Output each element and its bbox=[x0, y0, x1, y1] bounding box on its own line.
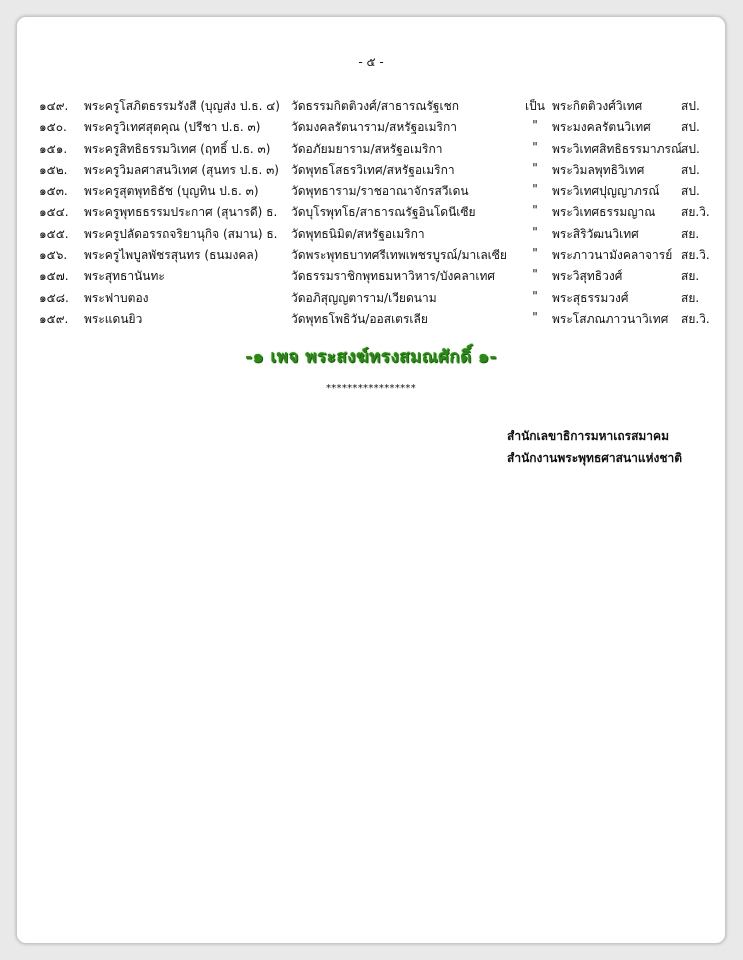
rank-abbrev: สย. bbox=[681, 269, 700, 284]
list-item bbox=[17, 182, 725, 203]
temple-country: วัดบุโรพุทโธ/สาธารณรัฐอินโดนีเซีย bbox=[291, 205, 476, 220]
new-title: พระสิริวัฒนวิเทศ bbox=[552, 226, 639, 241]
ditto-mark: " bbox=[532, 203, 538, 218]
item-number: ๑๕๑. bbox=[39, 141, 68, 156]
new-title: พระวิเทศสิทธิธรรมาภรณ์ bbox=[552, 141, 683, 156]
item-number: ๑๕๘. bbox=[39, 290, 69, 305]
document-page bbox=[16, 16, 726, 944]
item-number: ๑๕๒. bbox=[39, 162, 68, 177]
new-title: พระมงคลรัตนวิเทศ bbox=[552, 120, 651, 135]
rank-abbrev: สป. bbox=[681, 184, 700, 199]
rank-abbrev: สย.วิ. bbox=[681, 248, 710, 263]
monk-name: พระครูวิเทศสุตคุณ (ปรีชา ป.ธ. ๓) bbox=[84, 120, 261, 135]
new-title: พระวิสุทธิวงศ์ bbox=[552, 269, 623, 284]
new-title: พระกิตติวงศ์วิเทศ bbox=[552, 99, 643, 113]
ditto-mark: " bbox=[532, 309, 538, 324]
ditto-mark: " bbox=[532, 246, 538, 261]
list-item bbox=[17, 161, 725, 182]
temple-country: วัดพุทธนิมิต/สหรัฐอเมริกา bbox=[291, 226, 425, 241]
item-number: ๑๕๐. bbox=[39, 120, 67, 135]
item-number: ๑๔๙. bbox=[39, 99, 69, 113]
item-number: ๑๕๙. bbox=[39, 311, 69, 326]
ditto-mark: " bbox=[532, 288, 538, 303]
list-item bbox=[17, 203, 725, 224]
rank-abbrev: สป. bbox=[681, 120, 700, 135]
temple-country: วัดธรรมกิตติวงศ์/สาธารณรัฐเชก bbox=[291, 99, 460, 113]
monk-name: พระครูโสภิตธรรมรังสี (บุญส่ง ป.ธ. ๔) bbox=[84, 99, 280, 113]
ditto-mark: " bbox=[532, 139, 538, 154]
monk-name: พระครูปลัดอรรถจริยานุกิจ (สมาน) ธ. bbox=[84, 226, 278, 241]
new-title: พระโสภณภาวนาวิเทศ bbox=[552, 311, 669, 326]
temple-country: วัดอภัยมยาราม/สหรัฐอเมริกา bbox=[291, 141, 443, 156]
monk-name: พระครูวิมลศาสนวิเทศ (สุนทร ป.ธ. ๓) bbox=[84, 162, 279, 177]
list-item bbox=[17, 140, 725, 161]
new-title: พระวิเทศธรรมญาณ bbox=[552, 205, 656, 220]
appointment-list bbox=[17, 97, 725, 331]
ditto-mark: " bbox=[532, 160, 538, 175]
list-item bbox=[17, 225, 725, 246]
new-title: พระวิเทศปุญญาภรณ์ bbox=[552, 184, 660, 199]
signature-office-1: สำนักเลขาธิการมหาเถรสมาคม bbox=[507, 429, 669, 443]
temple-country: วัดมงคลรัตนาราม/สหรัฐอเมริกา bbox=[291, 120, 457, 135]
temple-country: วัดพุทธาราม/ราชอาณาจักรสวีเดน bbox=[291, 184, 469, 199]
be-word: เป็น bbox=[525, 99, 545, 113]
monk-name: พระฟาบตอง bbox=[84, 290, 149, 305]
rank-abbrev: สป. bbox=[681, 162, 700, 177]
list-item bbox=[17, 310, 725, 331]
rank-abbrev: สย. bbox=[681, 290, 700, 305]
monk-name: พระครูไพบูลพัชรสุนทร (ธนมงคล) bbox=[84, 248, 259, 263]
monk-name: พระครูสุตพุทธิธัช (บุญทิน ป.ธ. ๓) bbox=[84, 184, 259, 199]
rank-abbrev: สป. bbox=[681, 99, 700, 113]
ditto-mark: " bbox=[532, 267, 538, 282]
temple-country: วัดพระพุทธบาทศรีเทพเพชรบูรณ์/มาเลเซีย bbox=[291, 248, 507, 263]
temple-country: วัดพุทธโพธิวัน/ออสเตรเลีย bbox=[291, 311, 428, 326]
list-item bbox=[17, 246, 725, 267]
ditto-mark: " bbox=[532, 118, 538, 133]
ditto-mark: " bbox=[532, 224, 538, 239]
monk-name: พระสุทธานันทะ bbox=[84, 269, 165, 284]
item-number: ๑๕๔. bbox=[39, 205, 69, 220]
separator-line: ***************** bbox=[325, 383, 417, 394]
list-item bbox=[17, 118, 725, 139]
list-item bbox=[17, 289, 725, 310]
temple-country: วัดพุทธโสธรวิเทศ/สหรัฐอเมริกา bbox=[291, 162, 455, 177]
monk-name: พระครูสิทธิธรรมวิเทศ (ฤทธิ์ ป.ธ. ๓) bbox=[84, 141, 271, 156]
signature-office-2: สำนักงานพระพุทธศาสนาแห่งชาติ bbox=[507, 451, 683, 465]
monk-name: พระแดนยิว bbox=[84, 311, 143, 326]
item-number: ๑๕๖. bbox=[39, 248, 68, 263]
temple-country: วัดอภิสุญญตาราม/เวียดนาม bbox=[291, 290, 437, 305]
page-watermark-heading: -๑ เพจ พระสงฆ์ทรงสมณศักดิ์ ๑- bbox=[245, 347, 497, 367]
rank-abbrev: สป. bbox=[681, 141, 700, 156]
monk-name: พระครูพุทธธรรมประกาศ (สุนารดี) ธ. bbox=[84, 205, 278, 220]
page-number: - ๕ - bbox=[358, 55, 384, 69]
new-title: พระสุธรรมวงศ์ bbox=[552, 290, 629, 305]
new-title: พระภาวนามังคลาจารย์ bbox=[552, 248, 673, 263]
list-item bbox=[17, 97, 725, 118]
ditto-mark: " bbox=[532, 182, 538, 197]
rank-abbrev: สย. bbox=[681, 226, 700, 241]
rank-abbrev: สย.วิ. bbox=[681, 311, 710, 326]
rank-abbrev: สย.วิ. bbox=[681, 205, 710, 220]
temple-country: วัดธรรมราชิกพุทธมหาวิหาร/บังคลาเทศ bbox=[291, 269, 496, 284]
item-number: ๑๕๕. bbox=[39, 226, 69, 241]
item-number: ๑๕๗. bbox=[39, 269, 69, 284]
item-number: ๑๕๓. bbox=[39, 184, 68, 199]
list-item bbox=[17, 267, 725, 288]
new-title: พระวิมลพุทธิวิเทศ bbox=[552, 162, 645, 177]
